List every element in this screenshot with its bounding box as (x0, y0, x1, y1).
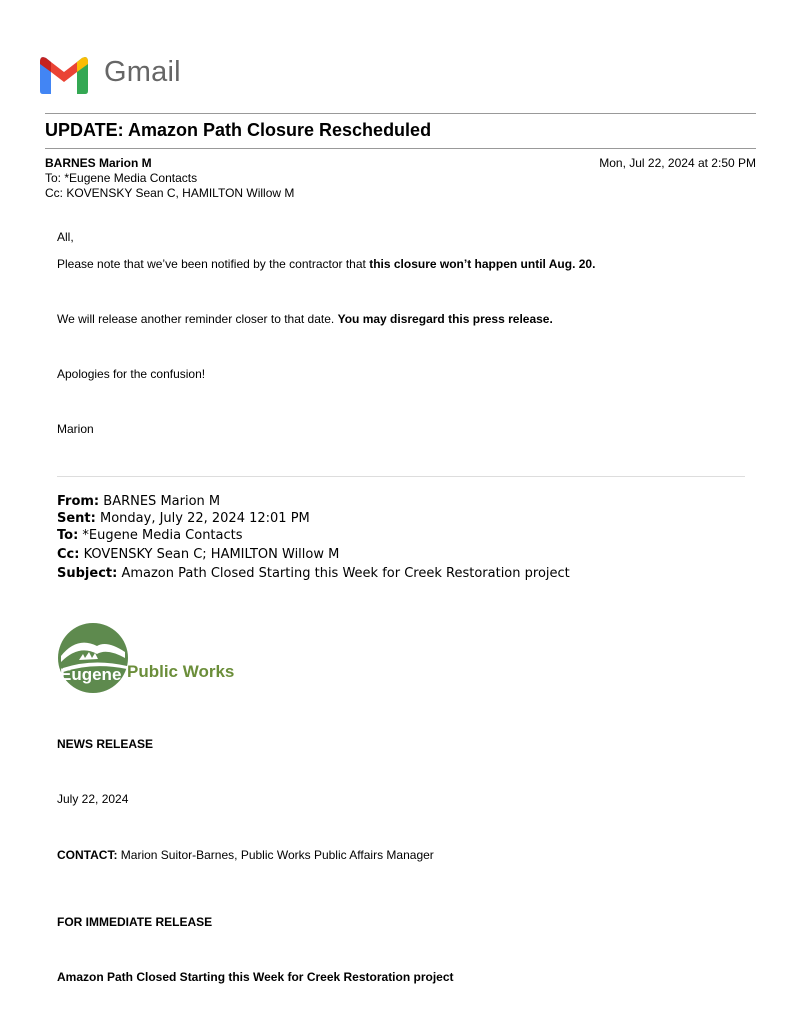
logo-city-text: Eugene (60, 665, 122, 684)
fwd-cc (57, 547, 339, 562)
release-date: July 22, 2024 (57, 792, 129, 806)
forward-divider (57, 476, 745, 477)
body-paragraph-2 (57, 312, 553, 326)
fwd-sent-label: Sent: (57, 511, 96, 526)
fwd-cc-value: KOVENSKY Sean C; HAMILTON Willow M (79, 547, 340, 562)
contact-value: Marion Suitor-Barnes, Public Works Public Affairs Manager (117, 848, 434, 862)
immediate-release: FOR IMMEDIATE RELEASE (57, 915, 213, 929)
recipient-to: To: *Eugene Media Contacts (45, 171, 198, 185)
email-subject: UPDATE: Amazon Path Closure Rescheduled (45, 120, 432, 140)
news-release-heading: NEWS RELEASE (57, 737, 154, 751)
fwd-subject-value: Amazon Path Closed Starting this Week for Creek Restoration project (117, 566, 570, 581)
gmail-m-icon (40, 54, 88, 94)
subject-divider (45, 148, 756, 149)
fwd-from-label: From: (57, 494, 100, 509)
recipient-cc: Cc: KOVENSKY Sean C, HAMILTON Willow M (45, 186, 295, 200)
fwd-to (57, 528, 243, 543)
fwd-cc-label: Cc: (57, 547, 80, 562)
fwd-subject (57, 566, 570, 581)
contact-line (57, 848, 434, 862)
email-date: Mon, Jul 22, 2024 at 2:50 PM (599, 156, 756, 170)
header-divider (45, 113, 756, 114)
fwd-sent-value: Monday, July 22, 2024 12:01 PM (95, 511, 310, 526)
p2-text: We will release another reminder closer to that date. (57, 312, 338, 326)
greeting: All, (57, 230, 74, 244)
fwd-sent (57, 511, 310, 526)
fwd-from (57, 494, 220, 509)
fwd-to-value: *Eugene Media Contacts (78, 528, 243, 543)
p1-bold: this closure won’t happen until Aug. 20. (369, 257, 596, 271)
p2-bold: You may disregard this press release. (337, 312, 553, 326)
release-headline: Amazon Path Closed Starting this Week for Creek Restoration project (57, 970, 454, 984)
gmail-wordmark: Gmail (104, 56, 181, 88)
logo-dept-text: Public Works (127, 662, 235, 681)
contact-label: CONTACT: (57, 848, 118, 862)
fwd-subject-label: Subject: (57, 566, 118, 581)
sender-name: BARNES Marion M (45, 156, 152, 170)
fwd-from-value: BARNES Marion M (99, 494, 221, 509)
body-paragraph-3: Apologies for the confusion! (57, 367, 206, 381)
eugene-public-works-logo (57, 622, 242, 694)
p1-text: Please note that we’ve been notified by the contractor that (57, 257, 370, 271)
fwd-to-label: To: (57, 528, 79, 543)
signature: Marion (57, 422, 94, 436)
body-paragraph-1 (57, 257, 595, 271)
